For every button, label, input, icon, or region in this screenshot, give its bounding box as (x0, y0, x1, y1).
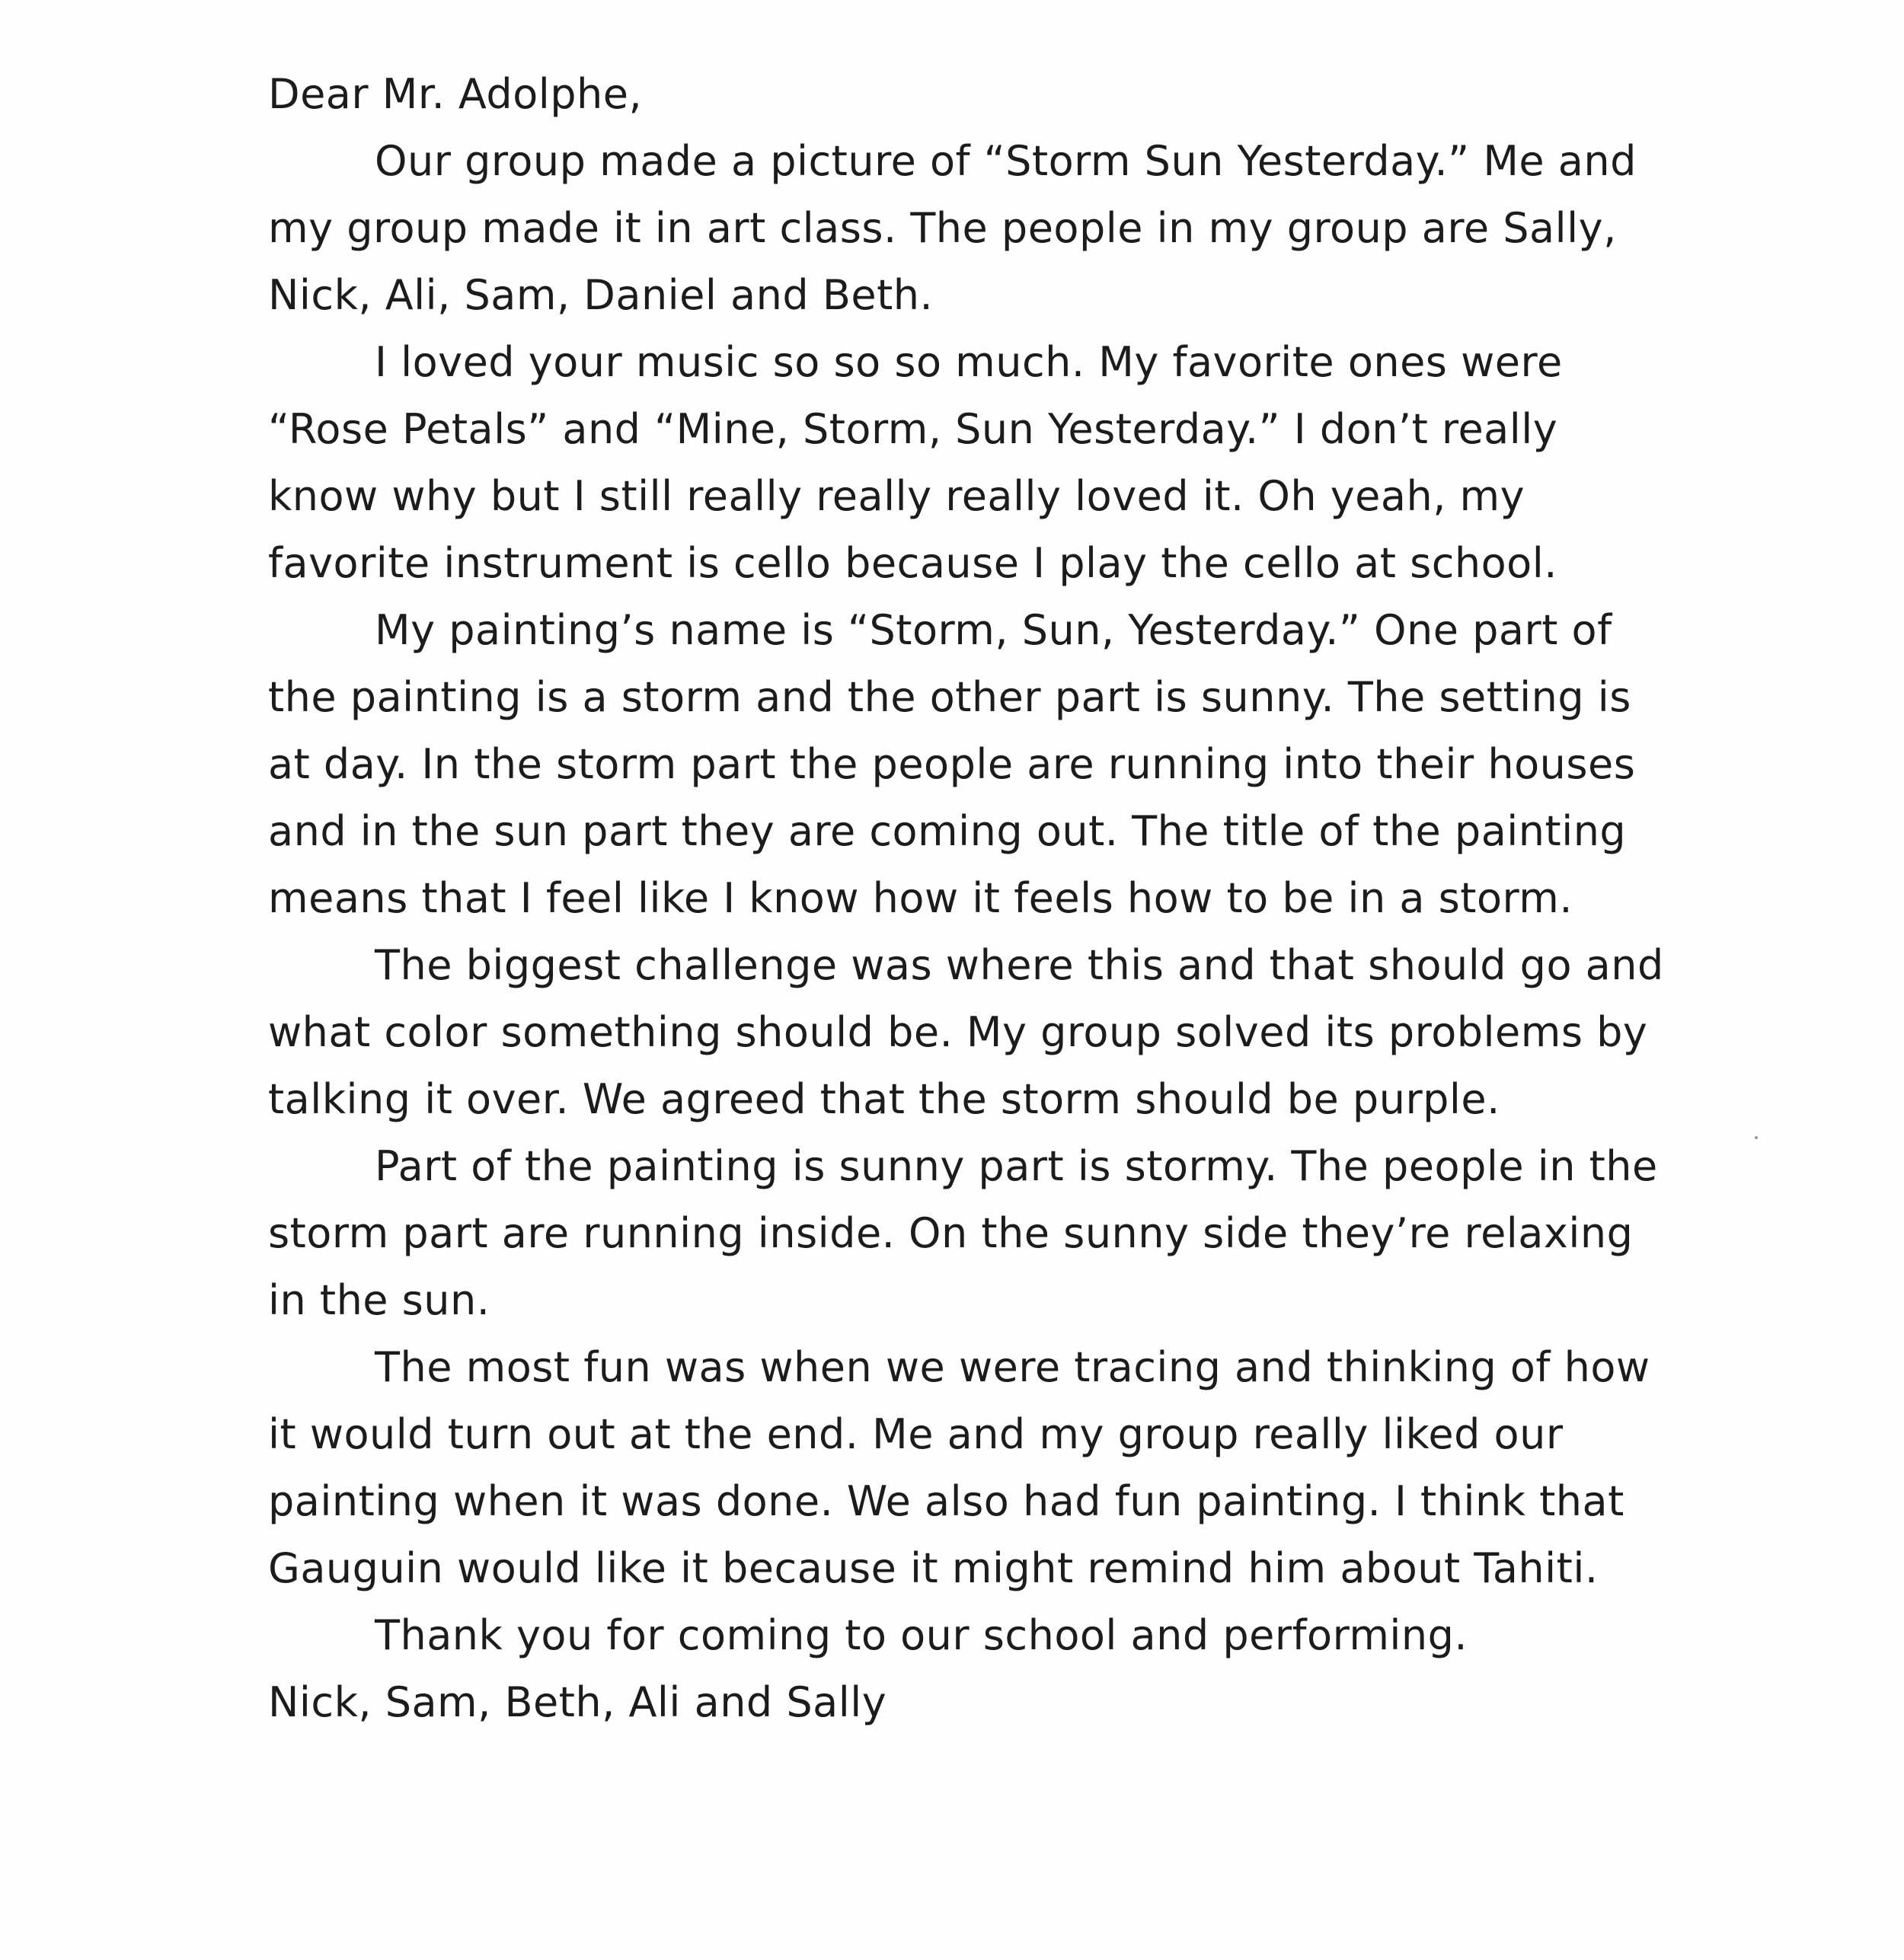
letter-paragraph-thanks: Thank you for coming to our school and performing. (375, 1611, 1468, 1659)
letter-body (268, 61, 1677, 1736)
letter-paragraph-music: I loved your music so so so much. My favorite ones were “Rose Petals” and “Mine, Storm, Sun Yesterday.” I don’t really know why but I still really really really loved it. Oh yeah, my favorite instrument is cello because I play the cello at school. (268, 338, 1563, 587)
letter-paragraph-painting: My painting’s name is “Storm, Sun, Yesterday.” One part of the painting is a storm and the other part is sunny. The setting is at day. In the storm part the people are running into their houses and in the sun part they are coming out. The title of the painting means that I feel like I know how it feels how to be in a storm. (268, 606, 1636, 922)
letter-paragraph-description: Part of the painting is sunny part is stormy. The people in the storm part are running inside. On the sunny side they’re relaxing in the sun. (268, 1142, 1658, 1324)
letter-salutation: Dear Mr. Adolphe, (268, 70, 643, 118)
letter-paragraph-group: Our group made a picture of “Storm Sun Yesterday.” Me and my group made it in art class. The people in my group are Sally, Nick, Ali, Sam, Daniel and Beth. (268, 137, 1637, 319)
letter-paragraph-fun: The most fun was when we were tracing and thinking of how it would turn out at the end. Me and my group really liked our painting when it was done. We also had fun painting. I think that Gauguin would like it because it might remind him about Tahiti. (268, 1343, 1650, 1592)
scan-speck (1755, 1136, 1758, 1139)
letter-signature: Nick, Sam, Beth, Ali and Sally (268, 1678, 887, 1726)
letter-paragraph-challenge: The biggest challenge was where this and that should go and what color something should be. My group solved its problems by talking it over. We agreed that the storm should be purple. (268, 941, 1664, 1123)
